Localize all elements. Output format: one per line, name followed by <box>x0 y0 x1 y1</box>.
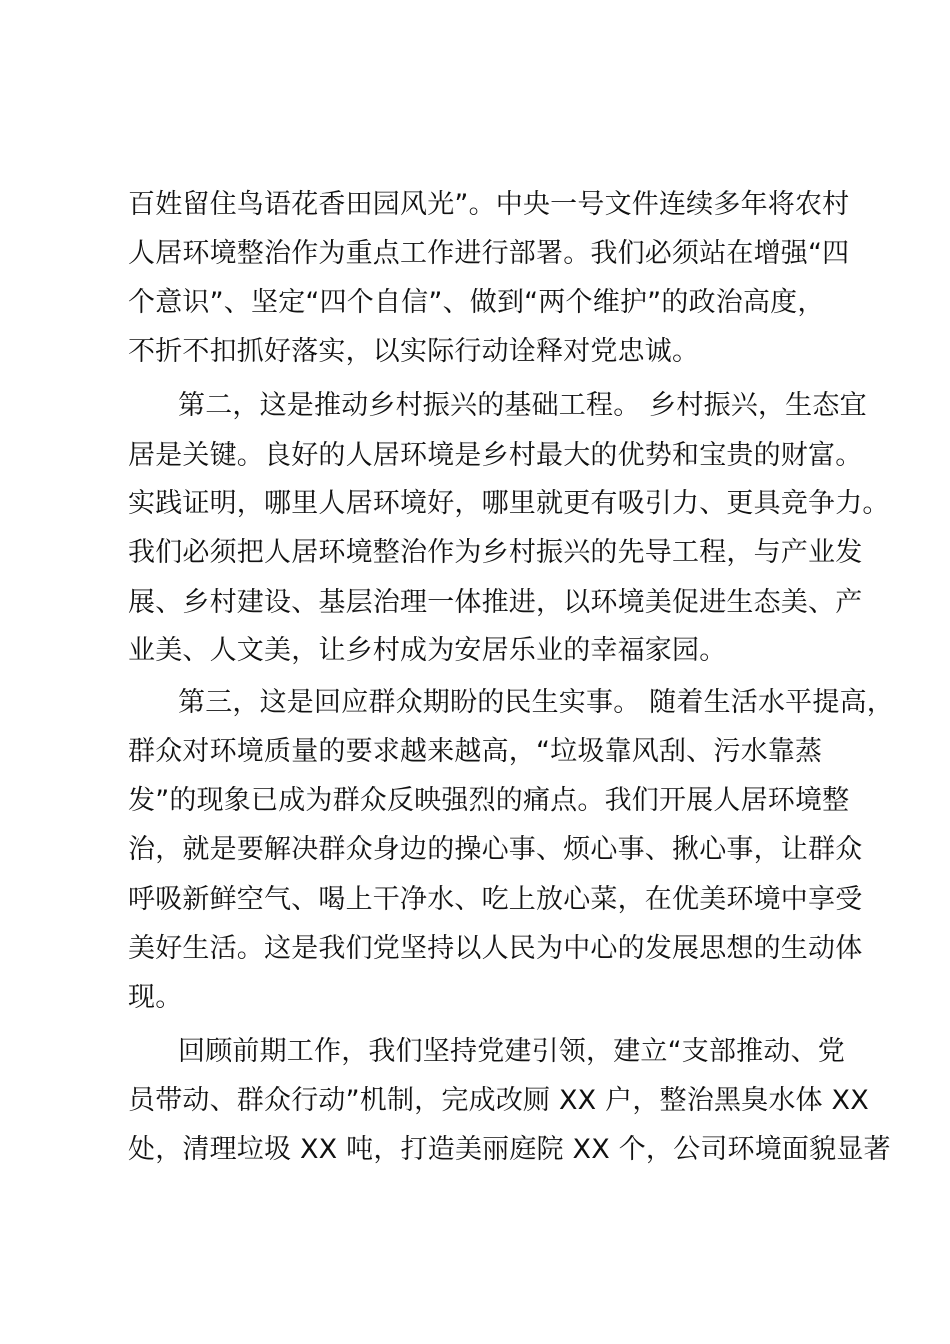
text-line-7: 实践证明，哪里人居环境好，哪里就更有吸引力、更具竞争力。 <box>128 488 890 519</box>
text-line-20: 处，清理垃圾 XX 吨，打造美丽庭院 XX 个，公司环境面貌显著 <box>128 1134 891 1165</box>
text-line-6: 居是关键。良好的人居环境是乡村最大的优势和宝贵的财富。 <box>128 440 863 471</box>
text-line-5: 第二，这是推动乡村振兴的基础工程。 乡村振兴，生态宜 <box>178 390 867 421</box>
text-line-13: 发”的现象已成为群众反映强烈的痛点。我们开展人居环境整 <box>128 785 850 816</box>
text-line-14: 治，就是要解决群众身边的操心事、烦心事、揪心事，让群众 <box>128 834 863 865</box>
text-line-16: 美好生活。这是我们党坚持以人民为中心的发展思想的生动体 <box>128 933 863 964</box>
text-line-11: 第三，这是回应群众期盼的民生实事。 随着生活水平提高， <box>178 687 894 718</box>
text-line-9: 展、乡村建设、基层治理一体推进，以环境美促进生态美、产 <box>128 587 863 618</box>
text-line-19: 员带动、群众行动”机制，完成改厕 XX 户，整治黑臭水体 XX <box>128 1085 869 1116</box>
text-line-15: 呼吸新鲜空气、喝上干净水、吃上放心菜，在优美环境中享受 <box>128 884 863 915</box>
text-line-10: 业美、人文美，让乡村成为安居乐业的幸福家园。 <box>128 635 727 666</box>
text-line-1: 百姓留住鸟语花香田园风光”。中央一号文件连续多年将农村 <box>128 189 850 220</box>
text-line-17: 现。 <box>128 982 183 1013</box>
text-line-8: 我们必须把人居环境整治作为乡村振兴的先导工程，与产业发 <box>128 537 863 568</box>
text-line-3: 个意识”、坚定“四个自信”、做到“两个维护”的政治高度， <box>128 287 825 318</box>
text-line-18: 回顾前期工作，我们坚持党建引领，建立“支部推动、党 <box>178 1036 845 1067</box>
text-line-2: 人居环境整治作为重点工作进行部署。我们必须站在增强“四 <box>128 238 850 269</box>
text-line-4: 不折不扣抓好落实，以实际行动诠释对党忠诚。 <box>128 336 700 367</box>
text-line-12: 群众对环境质量的要求越来越高，“垃圾靠风刮、污水靠蒸 <box>128 736 823 767</box>
